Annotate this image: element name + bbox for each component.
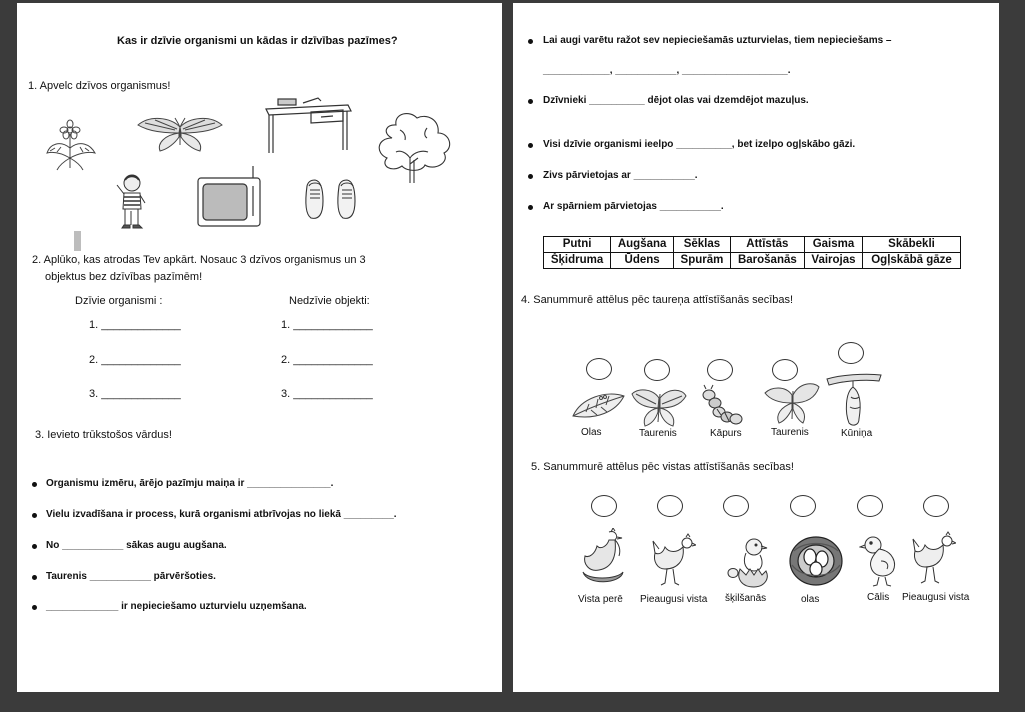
bullet-dot [528, 205, 533, 210]
brooding-hen-icon [581, 528, 626, 588]
nonliving-answer-2[interactable]: 2. _____________ [281, 354, 373, 366]
worksheet-page-left [17, 3, 502, 692]
desk-icon [263, 95, 353, 155]
chicken-caption-1: Vista perē [578, 594, 623, 605]
chick-icon [859, 533, 901, 588]
tree-icon [372, 108, 454, 183]
butterfly-stage-icon [763, 381, 821, 426]
fill-item-2: Vielu izvadīšana ir process, kurā organismi atbrīvojas no liekā _________. [46, 509, 397, 520]
butterfly-icon [135, 115, 225, 155]
order-circle[interactable] [790, 495, 816, 517]
fill-item-3: No ___________ sākas augu augšana. [46, 540, 227, 551]
order-circle[interactable] [923, 495, 949, 517]
butterfly-caption-4: Taurenis [771, 427, 809, 438]
nest-eggs-icon [788, 531, 844, 589]
word-cell: Spurām [674, 253, 731, 269]
task2-heading-line1: 2. Aplūko, kas atrodas Tev apkārt. Nosauc 3 dzīvos organismus un 3 [32, 254, 366, 266]
bullet-dot [528, 143, 533, 148]
chicken-caption-5: Cālis [867, 592, 890, 603]
adult-hen-icon [651, 533, 696, 588]
right-item-1-blanks[interactable]: ____________, ___________, ___________________. [543, 65, 791, 76]
chicken-caption-2: Pieaugusi vista [640, 594, 708, 605]
living-answer-2[interactable]: 2. _____________ [89, 354, 181, 366]
word-cell: Ūdens [611, 253, 674, 269]
living-answer-1[interactable]: 1. _____________ [89, 319, 181, 331]
word-cell: Gaisma [804, 237, 862, 253]
word-cell: Ogļskābā gāze [863, 253, 961, 269]
bullet-dot [32, 575, 37, 580]
order-circle[interactable] [586, 358, 612, 380]
nonliving-answer-1[interactable]: 1. _____________ [281, 319, 373, 331]
hatching-chick-icon [726, 533, 771, 588]
task5-heading: 5. Sanummurē attēlus pēc vistas attīstīšanās secības! [531, 461, 794, 473]
chicken-caption-4: olas [801, 594, 820, 605]
chicken-caption-3: šķilšanās [725, 593, 767, 604]
shoes-icon [301, 176, 363, 221]
word-cell: Barošanās [730, 253, 804, 269]
butterfly-caption-5: Kūniņa [841, 428, 873, 439]
fill-item-1: Organismu izmēru, ārējo pazīmju maiņa ir _______________. [46, 478, 334, 489]
order-circle[interactable] [591, 495, 617, 517]
word-bank-table [543, 236, 961, 269]
nonliving-column-title: Nedzīvie objekti: [289, 295, 370, 307]
bullet-dot [528, 99, 533, 104]
word-cell: Augšana [611, 237, 674, 253]
butterfly-caption-2: Taurenis [639, 428, 677, 439]
task4-heading: 4. Sanummurē attēlus pēc taureņa attīstīšanās secības! [521, 294, 794, 306]
order-circle[interactable] [644, 359, 670, 381]
right-item-3: Visi dzīvie organismi ieelpo __________, bet izelpo ogļskābo gāzi. [543, 139, 856, 150]
flower-icon [45, 118, 100, 173]
chicken-caption-6: Pieaugusi vista [902, 592, 970, 603]
worksheet-page-right [513, 3, 999, 692]
task1-heading: 1. Apvelc dzīvos organismus! [28, 80, 171, 92]
adult-hen-icon [911, 531, 956, 586]
word-cell: Attīstās [730, 237, 804, 253]
bullet-dot [32, 482, 37, 487]
butterfly-stage-icon [630, 386, 688, 428]
word-cell: Šķidruma [544, 253, 611, 269]
butterfly-caption-3: Kāpurs [710, 428, 742, 439]
bullet-dot [528, 174, 533, 179]
order-circle[interactable] [707, 359, 733, 381]
word-cell: Putni [544, 237, 611, 253]
bullet-dot [32, 544, 37, 549]
word-cell: Skābekli [863, 237, 961, 253]
task3-heading: 3. Ievieto trūkstošos vārdus! [35, 429, 172, 441]
caterpillar-icon [699, 383, 744, 428]
tv-icon [195, 166, 265, 231]
order-circle[interactable] [657, 495, 683, 517]
bullet-dot [32, 513, 37, 518]
right-item-4: Zivs pārvietojas ar ___________. [543, 170, 698, 181]
nonliving-answer-3[interactable]: 3. _____________ [281, 388, 373, 400]
leaf-eggs-icon [571, 388, 626, 423]
order-circle[interactable] [772, 359, 798, 381]
fill-item-4: Taurenis ___________ pārvēršoties. [46, 571, 216, 582]
word-cell: Vairojas [804, 253, 862, 269]
right-item-5: Ar spārniem pārvietojas ___________. [543, 201, 724, 212]
order-circle[interactable] [723, 495, 749, 517]
right-item-2: Dzīvnieki __________ dējot olas vai dzemdējot mazuļus. [543, 95, 809, 106]
chrysalis-icon [825, 369, 883, 427]
living-answer-3[interactable]: 3. _____________ [89, 388, 181, 400]
text-cursor-marker [74, 231, 81, 251]
right-item-1: Lai augi varētu ražot sev nepieciešamās uzturvielas, tiem nepieciešams – [543, 35, 892, 46]
order-circle[interactable] [838, 342, 864, 364]
bullet-dot [32, 605, 37, 610]
task2-heading-line2: objektus bez dzīvības pazīmēm! [45, 271, 203, 283]
page-title: Kas ir dzīvie organismi un kādas ir dzīvības pazīmes? [117, 35, 398, 47]
fill-item-5: _____________ ir nepieciešamo uzturvielu uzņemšana. [46, 601, 307, 612]
living-column-title: Dzīvie organismi : [75, 295, 163, 307]
butterfly-caption-1: Olas [581, 427, 602, 438]
bullet-dot [528, 39, 533, 44]
order-circle[interactable] [857, 495, 883, 517]
boy-icon [114, 173, 149, 235]
word-cell: Sēklas [674, 237, 731, 253]
